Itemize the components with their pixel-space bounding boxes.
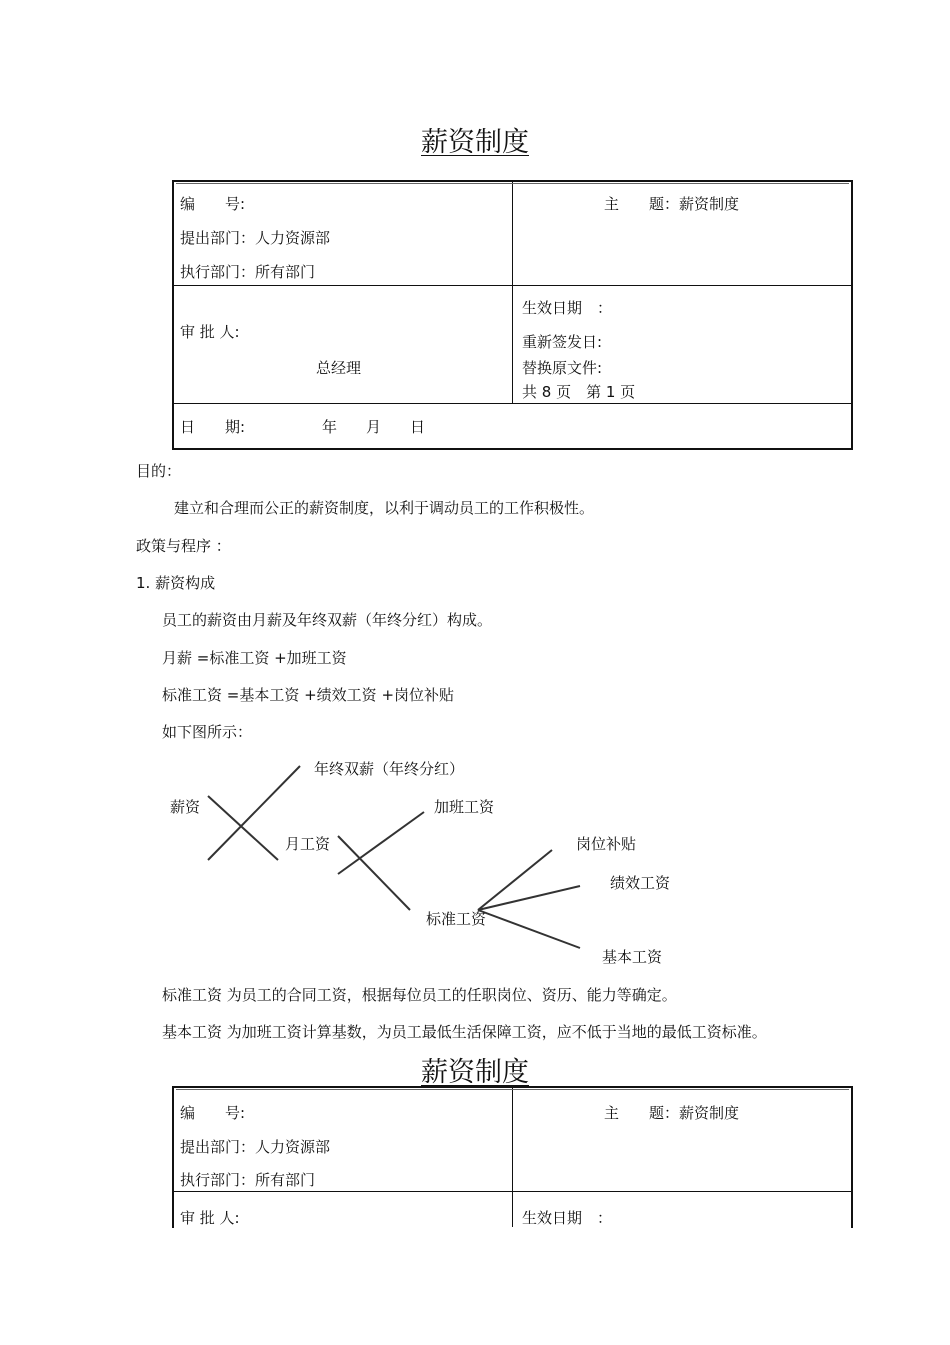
date-label: 日 期: bbox=[180, 418, 246, 436]
executor-department: 执行部门：所有部门 bbox=[180, 263, 316, 281]
section-heading: 1. 薪资构成 bbox=[136, 574, 216, 592]
diagram-node-overtime: 加班工资 bbox=[434, 798, 495, 816]
date-year: 年 bbox=[322, 418, 338, 436]
diagram-node-monthly: 月工资 bbox=[285, 835, 331, 853]
purpose-text: 建立和合理而公正的薪资制度，以利于调动员工的工作积极性。 bbox=[174, 499, 595, 517]
document-title-2: 薪资制度 bbox=[421, 1057, 529, 1088]
diagram-node-post-allowance: 岗位补贴 bbox=[576, 835, 637, 853]
reissue-date-label: 重新签发日: bbox=[522, 333, 603, 351]
executor-department-2: 执行部门：所有部门 bbox=[180, 1171, 316, 1189]
diagram-node-basic: 基本工资 bbox=[602, 948, 663, 966]
standard-salary-definition: 标准工资 为员工的合同工资，根据每位员工的任职岗位、资历、能力等确定。 bbox=[162, 986, 677, 1004]
subject-2: 主 题：薪资制度 bbox=[604, 1104, 740, 1122]
diagram-node-standard: 标准工资 bbox=[426, 910, 487, 928]
diagram-line bbox=[338, 812, 424, 874]
subject: 主 题：薪资制度 bbox=[604, 195, 740, 213]
number-label-2: 编 号: bbox=[180, 1104, 246, 1122]
diagram-node-performance: 绩效工资 bbox=[610, 874, 671, 892]
approver-name: 总经理 bbox=[316, 359, 362, 377]
proposer-department: 提出部门：人力资源部 bbox=[180, 229, 331, 247]
diagram-intro: 如下图所示： bbox=[162, 723, 253, 741]
approver-label: 审 批 人: bbox=[180, 323, 240, 341]
salary-composition-paragraph: 员工的薪资由月薪及年终双薪（年终分红）构成。 bbox=[162, 611, 493, 629]
date-month: 月 bbox=[366, 418, 382, 436]
basic-salary-definition: 基本工资 为加班工资计算基数，为员工最低生活保障工资，应不低于当地的最低工资标准。 bbox=[162, 1023, 767, 1041]
replace-file-label: 替换原文件: bbox=[522, 359, 603, 377]
page-count: 共 8 页 第 1 页 bbox=[522, 383, 636, 401]
diagram-line bbox=[478, 910, 580, 948]
diagram-node-salary: 薪资 bbox=[170, 798, 201, 816]
monthly-salary-formula: 月薪 =标准工资 +加班工资 bbox=[162, 649, 347, 667]
document-title: 薪资制度 bbox=[421, 127, 529, 158]
number-label: 编 号: bbox=[180, 195, 246, 213]
approver-label-2: 审 批 人: bbox=[180, 1209, 240, 1227]
proposer-department-2: 提出部门：人力资源部 bbox=[180, 1138, 331, 1156]
diagram-node-year-end: 年终双薪（年终分红） bbox=[314, 760, 465, 778]
effective-date-label: 生效日期 ： bbox=[522, 299, 613, 317]
date-day: 日 bbox=[410, 418, 426, 436]
purpose-heading: 目的： bbox=[136, 462, 182, 480]
effective-date-label-2: 生效日期 ： bbox=[522, 1209, 613, 1227]
policy-heading: 政策与程序 ： bbox=[136, 537, 231, 555]
standard-salary-formula: 标准工资 =基本工资 +绩效工资 +岗位补贴 bbox=[162, 686, 455, 704]
